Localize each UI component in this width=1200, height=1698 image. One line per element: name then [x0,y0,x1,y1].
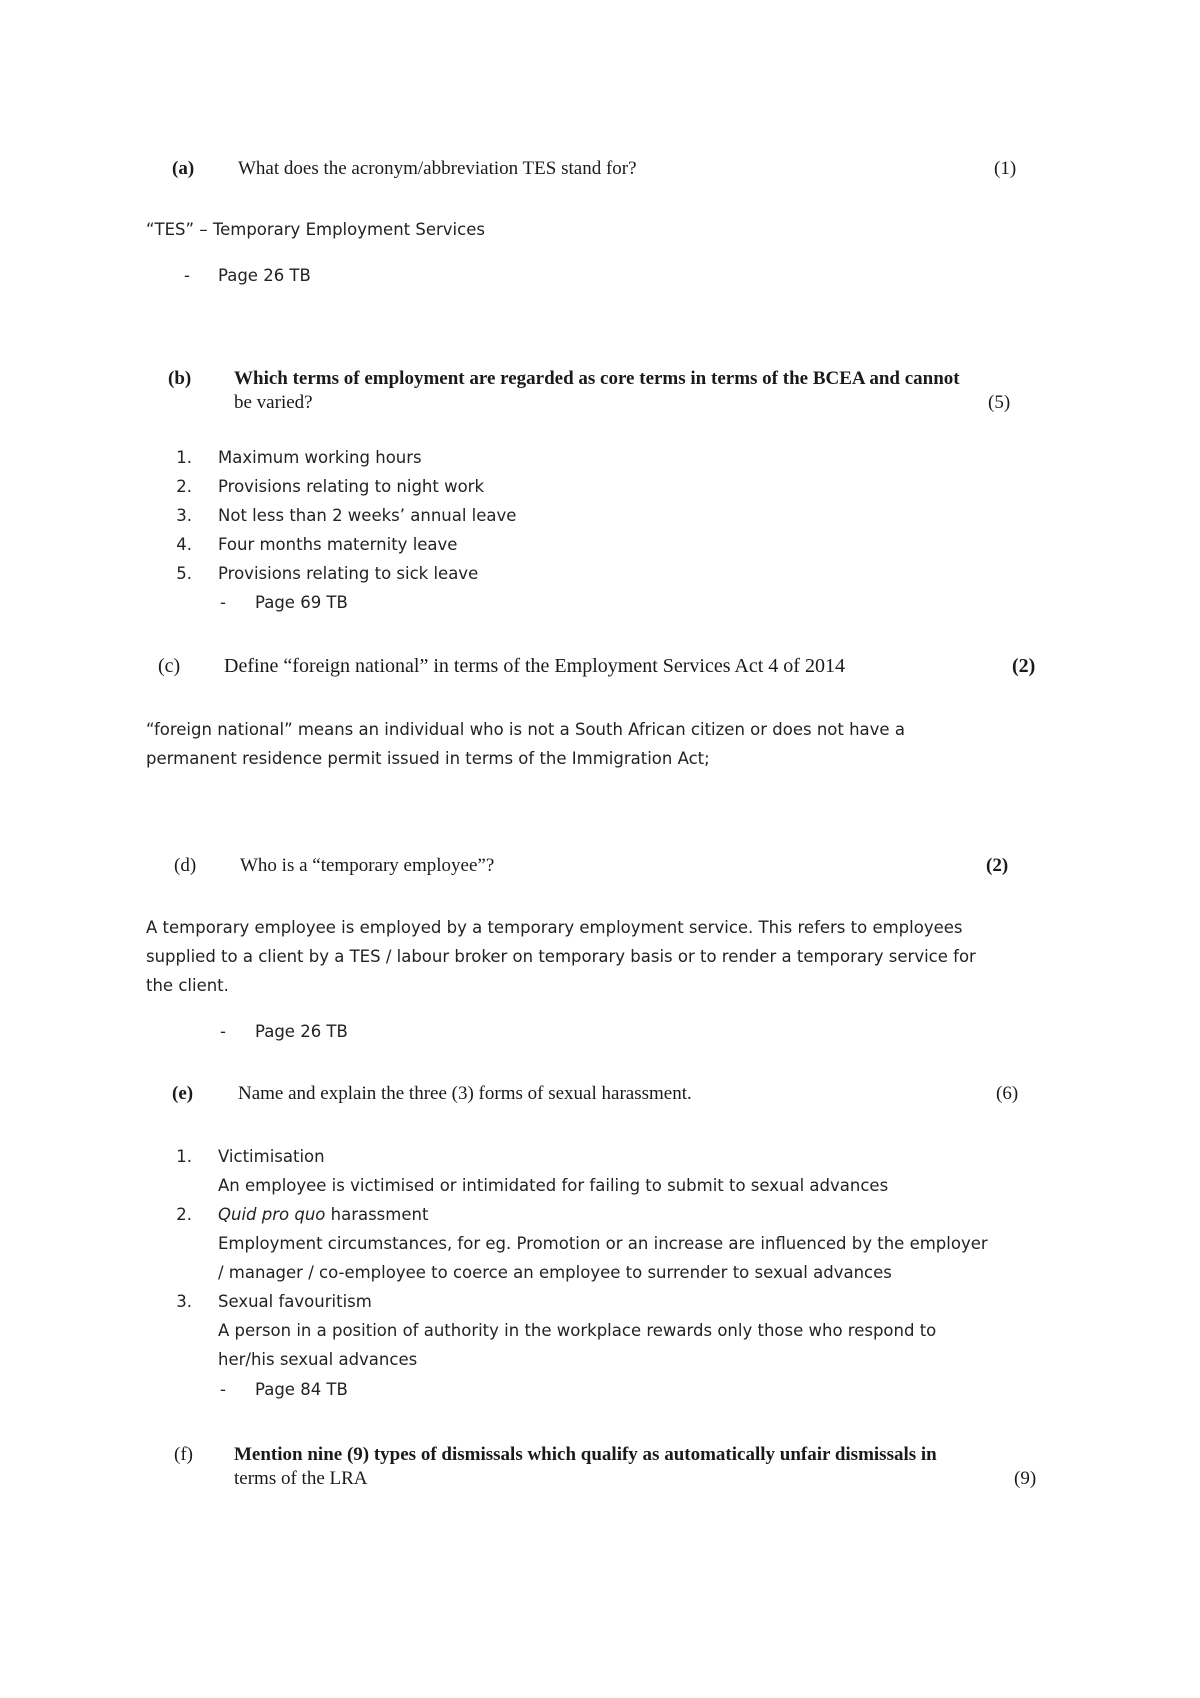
list-item-desc: / manager / co-employee to coerce an employee to surrender to sexual advances [218,1263,892,1282]
question-d [174,855,1024,879]
question-a-label: (a) [172,158,195,179]
ref-dash: - [184,266,190,285]
list-item-title-rest: harassment [325,1205,429,1224]
italic-term: Quid pro quo [218,1205,326,1224]
question-c [158,655,1038,681]
question-f-line-1: Mention nine (9) types of dismissals which qualify as automatically unfair dismissals in [234,1444,937,1465]
question-f-marks: (9) [1014,1468,1037,1489]
list-number: 1. [176,1147,192,1166]
list-item-desc: A person in a position of authority in the workplace rewards only those who respond to [218,1321,937,1340]
list-number: 2. [176,477,192,496]
question-f [174,1444,1044,1494]
question-e [172,1083,1022,1107]
question-b [168,368,1018,418]
answer-a-ref: Page 26 TB [218,266,311,285]
list-item-desc: Employment circumstances, for eg. Promotion or an increase are influenced by the employer [218,1234,988,1253]
question-b-line-2: be varied? [234,392,313,413]
question-b-label: (b) [168,368,192,389]
question-f-label: (f) [174,1444,193,1465]
answer-e-ref: Page 84 TB [255,1380,348,1399]
list-item-desc: her/his sexual advances [218,1350,418,1369]
question-e-label: (e) [172,1083,194,1104]
answer-d-line-3: the client. [146,976,229,995]
question-d-text: Who is a “temporary employee”? [240,855,495,876]
list-item-title: Victimisation [218,1147,325,1166]
list-number: 3. [176,506,192,525]
answer-d-line-2: supplied to a client by a TES / labour broker on temporary basis or to render a temporary service for [146,947,976,966]
answer-d-ref: Page 26 TB [255,1022,348,1041]
list-item: Provisions relating to night work [218,477,485,496]
list-item-title: Sexual favouritism [218,1292,372,1311]
question-b-marks: (5) [988,392,1011,413]
answer-a-text: “TES” – Temporary Employment Services [146,220,485,239]
ref-dash: - [220,1380,226,1399]
answer-c-line-1: “foreign national” means an individual who is not a South African citizen or does not have a [146,720,905,739]
ref-dash: - [220,1022,226,1041]
list-item: Provisions relating to sick leave [218,564,479,583]
question-a-text: What does the acronym/abbreviation TES stand for? [238,158,637,179]
list-number: 2. [176,1205,192,1224]
answer-d-line-1: A temporary employee is employed by a temporary employment service. This refers to employees [146,918,963,937]
question-f-line-2: terms of the LRA [234,1468,368,1489]
question-c-text: Define “foreign national” in terms of the Employment Services Act 4 of 2014 [224,655,845,677]
answer-b-ref: Page 69 TB [255,593,348,612]
question-d-label: (d) [174,855,197,876]
question-b-line-1: Which terms of employment are regarded as core terms in terms of the BCEA and cannot [234,368,960,389]
list-item: Maximum working hours [218,448,422,467]
ref-dash: - [220,593,226,612]
question-a-marks: (1) [994,158,1017,179]
answer-c-line-2: permanent residence permit issued in terms of the Immigration Act; [146,749,710,768]
question-a [172,158,1022,182]
list-number: 1. [176,448,192,467]
question-c-marks: (2) [1012,655,1036,677]
question-e-marks: (6) [996,1083,1019,1104]
list-item-title [218,1205,428,1224]
question-e-text: Name and explain the three (3) forms of sexual harassment. [238,1083,692,1104]
list-number: 3. [176,1292,192,1311]
question-d-marks: (2) [986,855,1009,876]
list-number: 4. [176,535,192,554]
list-item: Four months maternity leave [218,535,458,554]
list-item: Not less than 2 weeks’ annual leave [218,506,517,525]
list-number: 5. [176,564,192,583]
question-c-label: (c) [158,655,181,677]
list-item-desc: An employee is victimised or intimidated for failing to submit to sexual advances [218,1176,889,1195]
